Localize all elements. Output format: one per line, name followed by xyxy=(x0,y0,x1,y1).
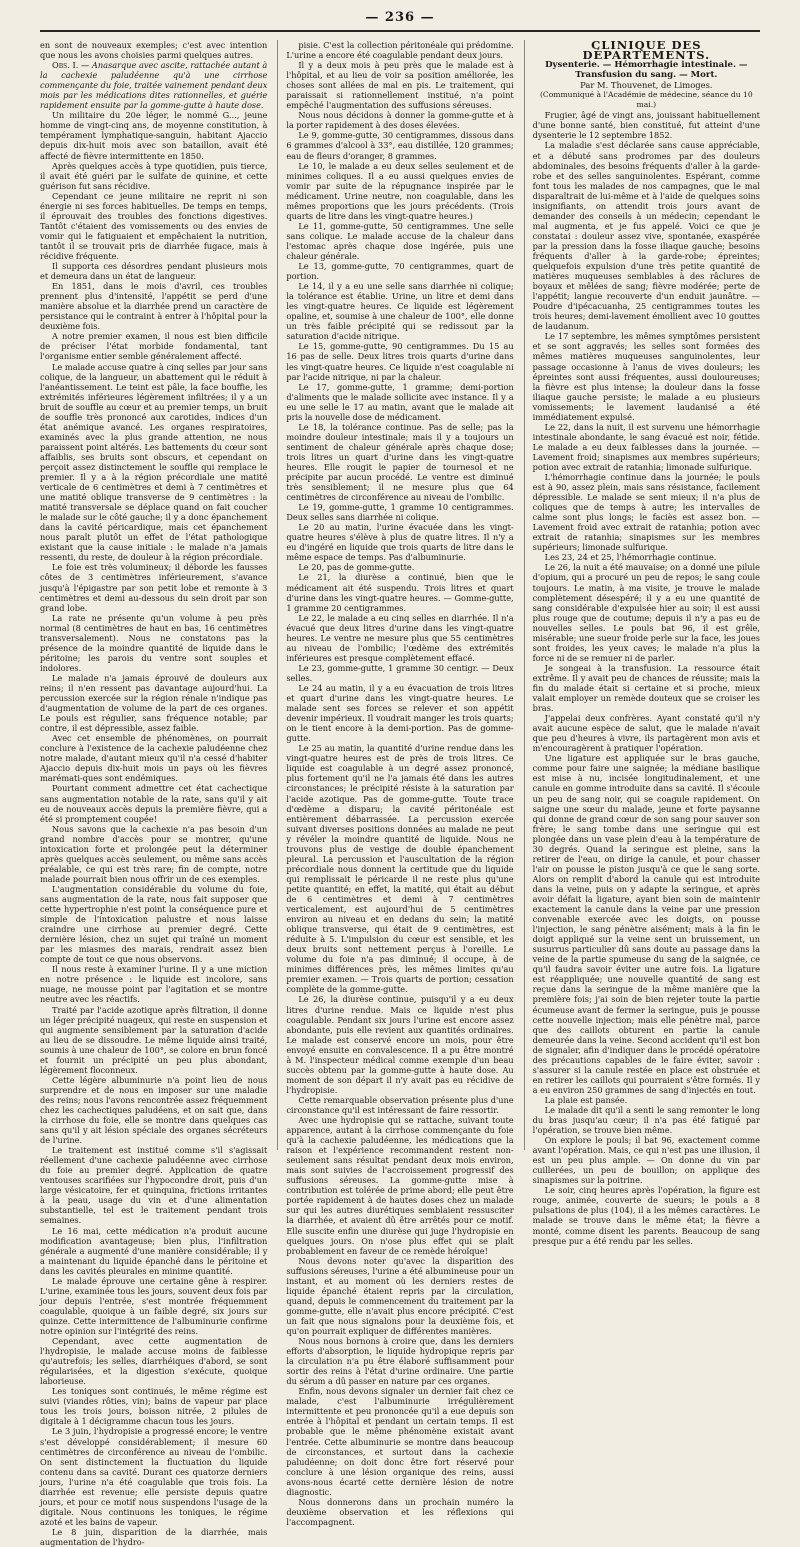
paragraph: Pourtant comment admettre cet état cachectique sans augmentation notable de la rate, sans qu'il y ait eu de nouveaux accès depuis la première fièvre, qui a été si promptement coupée! xyxy=(40,783,268,824)
paragraph: Nous nous bornons à croire que, dans les derniers efforts d'absorption, le liquide hydropique repris par la circulation n'a pu être élaboré suffisamment pour sortir des reins à l'état d'urine ordinaire. Une partie du sérum a dû passer en nature par ces organes. xyxy=(286,1336,514,1387)
column-1 xyxy=(40,40,268,1547)
paragraph: Le 13, gomme-gutte, 70 centigrammes, quart de portion. xyxy=(286,261,514,282)
paragraph: Le 22, le malade a eu cinq selles en diarrhée. Il n'a évacué que deux litres d'urine dans les vingt-quatre heures. Le ventre ne mesure plus que 55 centimètres au niveau de l'ombilic; l'œdème des extrémités inférieures est presque complètement effacé. xyxy=(286,612,514,663)
communication-note: (Communiqué à l'Académie de médecine, séance du 10 mai.) xyxy=(539,90,753,110)
paragraph: On explore le pouls; il bat 96, exactement comme avant l'opération. Mais, ce qui n'est pas une illusion, il est un peu plus ample. — On donne du vin par cuillerées, un peu de bouillon; on applique des sinapismes sur la poitrine. xyxy=(532,1135,760,1186)
paragraph: Le 23, gomme-gutte, 1 gramme 30 centigr. — Deux selles. xyxy=(286,662,514,683)
paragraph: L'augmentation considérable du volume du foie, sans augmentation de la rate, nous fait supposer que cette hypertrophie n'est point la conséquence pure et simple de l'intoxication palustre et nous laisse craindre une cirrhose au premier degré. Cette dernière lésion, chez un sujet qui traîné un moment par les miasmes des marais, rendrait assez bien compte de tout ce que nous observons. xyxy=(40,883,268,965)
paragraph: Il y a deux mois à peu près que le malade est à l'hôpital, et au lieu de voir sa position améliorée, les choses sont allées de mal en pis. Le traitement, qui paraissait si rationnellement institué, n'a point empêché l'augmentation des suffusions séreuses. xyxy=(286,60,514,111)
article-title: Dysenterie. — Hémorrhagie intestinale. — Transfusion du sang. — Mort. xyxy=(545,60,748,81)
paragraph: Le 22, dans la nuit, il est survenu une hémorrhagie intestinale abondante, le sang évacué est noir, fétide. Le malade a eu deux faiblesses dans la journée. — Lavement froid; sinapismes aux membres supérieurs; potion avec extrait de ratanhia; limonade sulfurique. xyxy=(532,421,760,472)
paragraph: Un militaire du 20e léger, le nommé G..., jeune homme de vingt-cinq ans, de moyenne constitution, à tempérament lymphatique-sanguin, habitant Ajaccio depuis dix-huit mois avec son bataillon, avait été affecté de fièvre intermittente en 1850. xyxy=(40,110,268,161)
paragraph: pisie. C'est la collection péritonéale qui prédomine. L'urine a encore été coagulable pendant deux jours. xyxy=(286,40,514,61)
paragraph: La rate ne présente qu'un volume à peu près normal (8 centimètres de haut en bas, 16 centimètres transversalement). Nous ne constatons pas la présence de la moindre quantité de liquide dans le péritoine; les parois du ventre sont souples et indolores. xyxy=(40,612,268,673)
paragraph: La maladie s'est déclarée sans cause appréciable, et a débuté sans prodromes par des douleurs abdominales, des besoins fréquents d'aller à la garde-robe et des selles sanguinolentes. Espérant, comme font tous les malades de nos campagnes, que le mal disparaîtrait de lui-même et à l'aide de quelques soins insignifiants, on attendit trois jours avant de demander des conseils à un médecin; cependant le mal augmenta, et je fus appelé. Voici ce que je constatai : douleur assez vive, spontanée, exaspérée par la pression dans la fosse iliaque gauche; besoins fréquents d'aller à la garde-robe; épreintes; quelquefois expulsion d'une très petite quantité de matières muqueuses semblables à des râclures de boyaux et mêlées de sang; fièvre modérée; perte de l'appétit; langue recouverte d'un enduit jaunâtre. — Poudre d'ipécacuanha, 25 centigrammes toutes les trois heures; demi-lavement émollient avec 10 gouttes de laudanum. xyxy=(532,140,760,332)
paragraph: L'hémorrhagie continue dans la journée; le pouls est à 90, assez plein, mais sans résistance, facilement dépressible. Le malade se sent mieux; il n'a plus de coliques que de temps à autre; les intervalles de calme sont plus longs; le faciès est assez bon. — Lavement froid avec extrait de ratanhia; potion avec extrait de ratanhia; sinapismes sur les membres supérieurs; limonade sulfurique. xyxy=(532,472,760,553)
page-header xyxy=(40,8,760,32)
paragraph: Cependant, avec cette augmentation de l'hydropisie, le malade accuse moins de faiblesse qu'autrefois; les selles, diarrhéiques d'abord, se sont régularisées, et la digestion s'exécute, quoique laborieuse. xyxy=(40,1336,268,1387)
paragraph: Le 25 au matin, la quantité d'urine rendue dans les vingt-quatre heures est de près de trois litres. Ce liquide est coagulable à un degré assez prononcé, plus fortement qu'il ne l'a jamais été dans les autres circonstances; le précipité résiste à la saturation par l'acide azotique. Pas de gomme-gutte. Toute trace d'œdème a disparu; la cavité péritonéale est entièrement débarrassée. La percussion exercée suivant diverses positions données au malade ne peut y révéler la moindre quantité de liquide. Nous ne trouvons plus de vestige de double épanchement pleural. La percussion et l'auscultation de la région précordiale nous donnent la certitude que du liquide qui remplissait le péricarde il ne reste plus qu'une petite quantité; en effet, la matité, qui était au début de 6 centimètres et demi à 7 centimètres verticalement, est aujourd'hui de 5 centimètres environ au niveau et en dedans du sein; la matité oblique transverse, qui était de 9 centimètres, est réduite à 5. L'impulsion du cœur est sensible, et les deux bruits sont nettement perçus à l'oreille. Le volume du foie n'a pas diminué; il occupe, à de minimes différences près, les mêmes limites qu'au premier examen. — Trois quarts de portion; cessation complète de la gomme-gutte. xyxy=(286,743,514,995)
observation-heading xyxy=(40,60,267,110)
paragraph: Le 3 juin, l'hydropisie a progressé encore; le ventre s'est développé considérablement; il mesure 60 centimètres de circonférence au niveau de l'ombilic. On sent distinctement la fluctuation du liquide contenu dans sa cavité. Durant ces quatorze derniers jours, l'urine n'a été coagulable que trois fois. La diarrhée est revenue; elle persiste depuis quatre jours, et pour ce motif nous suspendons l'usage de la digitale. Nous continuons les toniques, le régime azoté et les bains de vapeur. xyxy=(40,1426,268,1527)
paragraph: Le 26, la diurèse continue, puisqu'il y a eu deux litres d'urine rendue. Mais ce liquide n'est plus coagulable. Pendant six jours l'urine est encore assez abondante, puis elle revient aux quantités ordinaires. Le malade est conservé encore un mois, pour être envoyé ensuite en convalescence. Il a pu être montré à M. l'inspecteur médical comme exemple d'un beau succès obtenu par la gomme-gutte à haute dose. Au moment de son départ il n'y avait pas eu récidive de l'hydropisie. xyxy=(286,994,514,1095)
paragraph: Le 26, la nuit a été mauvaise; on a donné une pilule d'opium, qui a procuré un peu de repos; le sang coule toujours. Le matin, à ma visite, je trouve le malade complètement désespéré; il y a eu une quantité de sang considérable d'expulsée hier au soir; il est aussi plus rouge que de coutume; depuis il n'y a pas eu de nouvelles selles. Le pouls bat 96, il est grêle, misérable; une sueur froide perle sur la face, les joues sont froides, les yeux caves; le malade n'a plus la force ni de se remuer ni de parler. xyxy=(532,562,760,663)
paragraph: Le 17 septembre, les mêmes symptômes persistent et se sont aggravés; les selles sont formées des mêmes matières muqueuses sanguinolentes, leur passage occasionne à l'anus de vives douleurs; les épreintes sont aussi fréquentes, aussi douloureuses; la fièvre est plus intense; la douleur dans la fosse iliaque gauche persiste; le malade a eu plusieurs vomissements; le lavement laudanisé a été immédiatement expulsé. xyxy=(532,331,760,422)
paragraph: Le malade accuse quatre à cinq selles par jour sans colique, de la langueur, un abattement qui le réduit à l'anéantissement. Le teint est pâle, la face bouffie, les extrémités inférieures légèrement infiltrées; il y a un bruit de souffle au cœur et au premier temps, un bruit de souffle très prononcé aux carotides, indices d'un état anémique avancé. Les organes respiratoires, examinés avec la plus grande attention, ne nous paraissent point altérés. Les battements du cœur sont affaiblis, ses bruits sont obscurs, et cependant on perçoit assez distinctement le souffle qui remplace le premier. Il y a à la région précordiale une matité verticale de 6 centimètres et demi à 7 centimètres et une matité oblique transverse de 9 centimètres : la matité transversale se déplace quand on fait coucher le malade sur le côté gauche; il y a donc épanchement dans la cavité péricardique, mais cet épanchement nous paraît plutôt un effet de l'état pathologique existant que la cause initiale : le malade n'a jamais ressenti, du reste, de douleur à la région précordiale. xyxy=(40,361,268,563)
paragraph: Avec une hydropisie qui se rattache, suivant toute apparence, autant à la cirrhose commençante du foie qu'à la cachexie paludéenne, les médications que la raison et l'expérience recommandent restent non-seulement sans résultat pendant deux mois environ, mais sont suivies de l'accroissement progressif des suffusions séreuses. La gomme-gutte mise à contribution est tolérée de prime abord; elle peut être portée rapidement à de hautes doses chez un malade sur qui les autres diurétiques semblaient ressusciter la diarrhée, et avaient dû être arrêtés pour ce motif. Elle suscite enfin une diurèse qui juge l'hydropisie en quelques jours. On n'ose plus effet qui se plaît probablement en faveur de ce remède héroïque! xyxy=(286,1115,514,1256)
section-title: CLINIQUE DES DÉPARTEMENTS. xyxy=(582,38,711,63)
paragraph: Le 24 au matin, il y a eu évacuation de trois litres et quart d'urine dans les vingt-quatre heures. Le malade sent ses forces se relever et son appétit devenir impérieux. Il voudrait manger les trois quarts; on le tient encore à la demi-portion. Pas de gomme-gutte. xyxy=(286,683,514,744)
paragraph: Le 10, le malade a eu deux selles seulement et de minimes coliques. Il a eu aussi quelques envies de vomir par suite de la répugnance inspirée par le médicament. Urine neutre, non coagulable, dans les mêmes proportions que les jours précédents. (Trois quarts de litre dans les vingt-quatre heures.) xyxy=(286,160,514,221)
paragraph: Les toniques sont continués, le même régime est suivi (viandes rôties, vin); bains de vapeur par place tous les trois jours, boisson nitrée, 2 pilules de digitale à 1 décigramme chacun tous les jours. xyxy=(40,1386,268,1427)
paragraph: La plaie est pansée. xyxy=(544,1094,628,1105)
paragraph: Le traitement est institué comme s'il s'agissait réellement d'une cachexie paludéenne avec cirrhose du foie au premier degré. Application de quatre ventouses scarifiées sur l'hypocondre droit, puis d'un large vésicatoire, fer et quinquina, frictions irritantes à la peau, usage du vin et d'une alimentation substantielle, tel est le traitement pendant trois semaines. xyxy=(40,1145,268,1226)
paragraph: En 1851, dans le mois d'avril, ces troubles prennent plus d'intensité, l'appétit se perd d'une manière absolue et la diarrhée prend un caractère de persistance qui le contraint à entrer à l'hôpital pour la deuxième fois. xyxy=(40,281,268,332)
paragraph: Le 9, gomme-gutte, 30 centigrammes, dissous dans 6 grammes d'alcool à 33°, eau distillée, 120 grammes; eau de fleurs d'oranger, 8 grammes. xyxy=(286,130,514,161)
page-number: — 236 — xyxy=(365,10,435,25)
paragraph: Les 23, 24 et 25, l'hémorrhagie continue. xyxy=(544,552,717,563)
column-2 xyxy=(277,40,514,1527)
paragraph: Il supporta ces désordres pendant plusieurs mois et demeura dans un état de langueur. xyxy=(40,261,268,282)
paragraph: Le 21, la diurèse a continué, bien que le médicament ait été suspendu. Trois litres et quart d'urine dans les vingt-quatre heures. — Gomme-gutte, 1 gramme 20 centigrammes. xyxy=(286,572,514,613)
paragraph: A notre premier examen, il nous est bien difficile de préciser l'état morbide fondamental, tant l'organisme entier semble généralement affecté. xyxy=(40,331,268,362)
paragraph: Une ligature est appliquée sur le bras gauche, comme pour faire une saignée; la médiane basilique est mise à nu, incisée longitudinalement, et une canule en gomme introduite dans sa cavité. Il s'écoule un peu de sang noir, qui se coagule rapidement. On saigne une sœur du malade, jeune et forte paysanne qui donne de grand cœur de son sang pour sauver son frère; le sang tombe dans une seringue qui est plongée dans un vase plein d'eau à la température de 30 degrés. Quand la seringue est pleine, sans la retirer de l'eau, on dirige la canule, et pour chasser l'air on pousse le piston jusqu'à ce que le sang sorte. Alors on remplit d'abord la canule qui est introduite dans la veine, puis on y adapte la seringue, et après avoir défait la ligature, ayant bien soin de maintenir exactement la canule dans la veine par une pression convenable exercée avec les doigts, on pousse l'injection, le sang pénètre aisément; mais à la fin le doigt appliqué sur la veine sent un bruissement, un susurrus particulier dû sans doute au passage dans la veine de la partie spumeuse du sang de la saignée, ce qu'il faudra savoir éviter une autre fois. La ligature est réappliquée; une nouvelle quantité de sang est reçue dans la seringue de la même manière que la première fois; j'ai soin de bien rejeter toute la partie écumeuse avant de fermer la seringue, puis je pousse cette nouvelle injection; mais elle pénètre mal, parce que des caillots obturent en partie la canule demeurée dans la veine. Second accident qu'il est bon de signaler, afin d'indiquer dans le procédé opératoire des précautions capables de le faire éviter, savoir : s'assurer si la canule restée en place est obstruée et en retirer les caillots qui pourraient s'être formés. Il y a eu environ 250 grammes de sang d'injectés en tout. xyxy=(532,753,760,1095)
paragraph: Le malade n'a jamais éprouvé de douleurs aux reins; il n'en ressent pas davantage aujourd'hui. La percussion exercée sur la région rénale n'indique pas d'augmentation de volume de la part de ces organes. Le pouls est régulier, sans fréquence notable; par contre, il est dépressible, assez faible. xyxy=(40,672,268,734)
observation-label: Obs. I. xyxy=(52,60,79,71)
observation-title: — Anasarque avec ascite, rattachée autant à la cachexie paludéenne qu'à une cirrhose commençante du foie, traitée vainement pendant deux mois par les médications dites rationnelles, et guérie rapidement ensuite par la gomme-gutte à haute dose. xyxy=(40,60,268,111)
paragraph: Cette remarquable observation présente plus d'une circonstance qu'il est intéressant de faire ressortir. xyxy=(286,1094,514,1115)
paragraph: Nous devons noter qu'avec la disparition des suffusions séreuses, l'urine a été albumineuse pour un instant, et au moment où les derniers restes de liquide épanché étaient repris par la circulation, quand, depuis le commencement du traitement par la gomme-gutte, elle n'avait plus encore précipité. C'est un fait que nous signalons pour la deuxième fois, et qu'on pourrait expliquer de différentes manières. xyxy=(286,1255,514,1336)
paragraph: Frugier, âgé de vingt ans, jouissant habituellement d'une bonne santé, bien constitué, fut atteint d'une dysenterie le 12 septembre 1852. xyxy=(532,110,760,141)
paragraph: Après quelques accès à type quotidien, puis tierce, il avait été guéri par le sulfate de quinine, et cette guérison fut sans récidive. xyxy=(40,160,268,191)
paragraph: Le 15, gomme-gutte, 90 centigrammes. Du 15 au 16 pas de selle. Deux litres trois quarts d'urine dans les vingt-quatre heures. Ce liquide n'est coagulable ni par l'acide nitrique, ni par la chaleur. xyxy=(286,341,514,382)
paragraph: Le malade dit qu'il a senti le sang remonter le long du bras jusqu'au cœur; il n'a pas été fatigué par l'opération, se trouve bien même. xyxy=(532,1104,760,1136)
column-3 xyxy=(524,38,760,1246)
paragraph: Nous donnerons dans un prochain numéro la deuxième observation et les réflexions qui l'accompagnent. xyxy=(286,1496,514,1527)
paragraph: Le 16 mai, cette médication n'a produit aucune modification avantageuse; bien plus, l'infiltration générale a augmenté d'une manière considérable; il y a maintenant du liquide épanché dans le péritoine et dans les cavités pleurales en minime quantité. xyxy=(40,1225,268,1276)
paragraph: Enfin, nous devons signaler un dernier fait chez ce malade, c'est l'albuminurie irrégulièrement intermittente et peu prononcée qu'il a eue depuis son entrée à l'hôpital et pendant un certain temps. Il est probable que le même phénomène existait avant l'entrée. Cette albuminurie se montre dans beaucoup de circonstances, et surtout dans la cachexie paludéenne; on doit donc être fort réservé pour conclure à une lésion organique des reins, aussi avons-nous écarté cette dernière lésion de notre diagnostic. xyxy=(286,1386,514,1497)
paragraph: Le 20 au matin, l'urine évacuée dans les vingt-quatre heures s'élève à plus de quatre litres. Il n'y a eu d'ingéré en liquide que trois quarts de litre dans le même espace de temps. Pas d'albuminurie. xyxy=(286,522,514,563)
paragraph: Nous nous décidons à donner la gomme-gutte et à la porter rapidement à des doses élevées. xyxy=(286,110,514,131)
paragraph: Le 17, gomme-gutte, 1 gramme; demi-portion d'aliments que le malade sollicite avec instance. Il y a eu une selle le 17 au matin, avant que le malade ait pris la nouvelle dose de médicament. xyxy=(286,381,514,422)
paragraph: Le 20, pas de gomme-gutte. xyxy=(298,562,415,573)
paragraph: Le 11, gomme-gutte, 50 centigrammes. Une selle sans colique. Le malade accuse de la chaleur dans l'estomac après chaque dose ingérée, puis une chaleur générale. xyxy=(286,220,514,261)
paragraph: Cependant ce jeune militaire ne reprit ni son énergie ni ses forces habituelles. De temps en temps, il éprouvait des troubles des fonctions digestives. Tantôt c'étaient des vomissements ou des envies de vomir qui le fatiguaient et empêchaient la nutrition, tantôt il se trouvait pris de diarrhée fugace, mais à récidive fréquente. xyxy=(40,190,268,261)
paragraph: Le 18, la tolérance continue. Pas de selle; pas la moindre douleur intestinale; mais il y a toujours un sentiment de chaleur générale après chaque dose; trois litres un quart d'urine dans les vingt-quatre heures. Elle rougit le papier de tournesol et ne précipite par aucun procédé. Le ventre est diminué très sensiblement; il ne mesure plus que 64 centimètres de circonférence au niveau de l'ombilic. xyxy=(286,421,514,503)
paragraph: Avec cet ensemble de phénomènes, on pourrait conclure à l'existence de la cachexie paludéenne chez notre malade, d'autant mieux qu'il n'a cessé d'habiter Ajaccio depuis dix-huit mois un pays où les fièvres marémati-ques sont endémiques. xyxy=(40,733,268,784)
paragraph: Traité par l'acide azotique après filtration, il donne un léger précipité nuageux, qui reste en suspension et qui augmente sensiblement par la saturation d'acide au lieu de se dissoudre. Le même liquide ainsi traité, soumis à une chaleur de 100°, se colore en brun foncé et fournit un précipité un peu plus abondant, légèrement floconneux. xyxy=(40,1004,268,1075)
paragraph: Il nous reste à examiner l'urine. Il y a une miction en notre présence : le liquide est incolore, sans nuage, ne mousse point par l'agitation et se montre neutre avec les réactifs. xyxy=(40,964,268,1005)
paragraph: Le foie est très volumineux; il déborde les fausses côtes de 3 centimètres inférieurement, s'avance jusqu'à l'épigastre par son petit lobe et remonte à 3 centimètres et demi au-dessous du sein droit par son grand lobe. xyxy=(40,562,268,613)
text-columns xyxy=(40,38,760,1547)
paragraph: J'appelai deux confrères. Ayant constaté qu'il n'y avait aucune espèce de salut, que le malade n'avait que peu d'heures à vivre, ils partagèrent mon avis et m'encouragèrent à pratiquer l'opération. xyxy=(532,713,760,754)
paragraph: Je songeai à la transfusion. La ressource était extrême. Il y avait peu de chances de réussite; mais la fin du malade était si certaine et si proche, mieux valait employer un remède douteux que se croiser les bras. xyxy=(532,662,760,714)
paragraph: Le 14, il y a eu une selle sans diarrhée ni colique; la tolérance est établie. Urine, un litre et demi dans les vingt-quatre heures. Ce liquide est légèrement opaline, et, soumise à une chaleur de 100°, elle donne un très faible précipité qui se redissout par la saturation d'acide nitrique. xyxy=(286,281,514,342)
paragraph: Le 19, gomme-gutte, 1 gramme 10 centigrammes. Deux selles sans diarrhée ni colique. xyxy=(286,502,514,523)
paragraph: Nous savons que la cachexie n'a pas besoin d'un grand nombre d'accès pour se montrer, qu'une intoxication forte et prolongée peut la déterminer après quelques accès seulement, ou même sans accès préalable, ce qui est très rare; fin de compte, notre malade pourrait bien nous offrir un de ces exemples. xyxy=(40,823,268,884)
article-author: Par M. Thouvenet, de Limoges. xyxy=(580,80,713,91)
paragraph: Le 8 juin, disparition de la diarrhée, mais augmentation de l'hydro- xyxy=(40,1526,268,1547)
paragraph: Cette légère albuminurie n'a point lieu de nous surprendre et de nous en imposer sur une maladie des reins; nous l'avons rencontrée assez fréquemment chez les cachectiques paludéens, et on sait que, dans la cirrhose du foie, elle se montre dans quelques cas sans qu'il y ait lésion spéciale des organes sécréteurs de l'urine. xyxy=(40,1074,268,1146)
paragraph: Le soir, cinq heures après l'opération, la figure est rouge, animée, couverte de sueurs; le pouls a 8 pulsations de plus (104), il a les mêmes caractères. Le malade se trouve dans le même état; la fièvre a monté, comme disent les parents. Beaucoup de sang presque pur a été rendu par les selles. xyxy=(532,1185,760,1246)
paragraph: Le malade éprouve une certaine gêne à respirer. L'urine, examinée tous les jours, souvent deux fois par jour depuis l'entrée, s'est montrée fréquemment coagulable, quoique à un faible degré, six jours sur quinze. Cette intermittence de l'albuminurie confirme notre opinion sur l'intégrité des reins. xyxy=(40,1275,268,1336)
intro-paragraph: en sont de nouveaux exemples; c'est avec intention que nous les avons choisies parmi quelques autres. xyxy=(40,40,268,61)
